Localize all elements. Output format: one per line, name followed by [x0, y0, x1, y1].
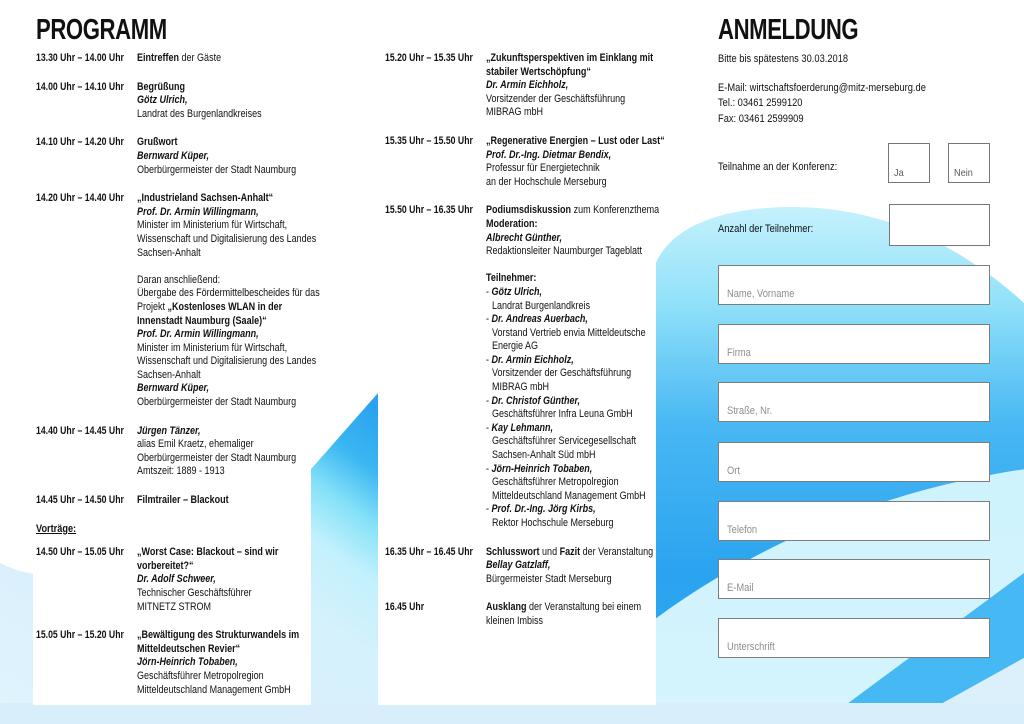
- attendance-label: Teilnahme an der Konferenz:: [718, 161, 838, 173]
- entry-line: Übergabe des Fördermittelbescheides für das: [137, 287, 320, 300]
- entry-description: [137, 192, 320, 410]
- field-stra-e-nr[interactable]: [718, 382, 990, 422]
- entry-line: vorbereitet?“: [137, 559, 194, 572]
- entry-line: Technischer Geschäftsführer: [137, 587, 252, 599]
- entry-line: Landrat des Burgenlandkreises: [137, 107, 262, 120]
- field-label: Name, Vorname: [727, 288, 795, 300]
- participant-count-box[interactable]: [889, 204, 990, 246]
- entry-line: Amtszeit: 1889 - 1913: [137, 465, 225, 478]
- entry-line: Innenstadt Naumburg (Saale)“: [137, 314, 267, 327]
- program-entry: [36, 192, 320, 410]
- contact-phone: Tel.: 03461 2599120: [718, 97, 803, 110]
- entry-line: MIBRAG mbH: [491, 381, 549, 394]
- entry-time: 14.45 Uhr – 14.50 Uhr: [36, 494, 124, 507]
- entry-line: Eintreffen der Gäste: [137, 52, 222, 64]
- entry-time: 15.50 Uhr – 16.35 Uhr: [385, 204, 473, 217]
- entry-line: - Götz Ulrich,: [486, 285, 543, 298]
- entry-line: „Industrieland Sachsen-Anhalt“: [137, 192, 274, 205]
- entry-line: Rektor Hochschule Merseburg: [491, 517, 614, 529]
- entry-time: 14.00 Uhr – 14.10 Uhr: [36, 80, 124, 93]
- entry-line: - Dr. Christof Günther,: [486, 394, 581, 407]
- entry-time: 15.20 Uhr – 15.35 Uhr: [385, 52, 473, 64]
- program-title: PROGRAMM: [36, 14, 167, 46]
- entry-time: 14.20 Uhr – 14.40 Uhr: [36, 192, 124, 205]
- field-name-vorname[interactable]: [718, 265, 990, 305]
- entry-line: Prof. Dr.-Ing. Dietmar Bendix,: [486, 148, 612, 161]
- program-panel-middle: [378, 0, 665, 705]
- program-entry: [36, 546, 311, 614]
- registration-title: ANMELDUNG: [718, 14, 859, 46]
- entry-line: Teilnehmer:: [486, 272, 537, 285]
- entry-line: Geschäftsführer Metropolregion: [491, 476, 619, 489]
- program-panel-left: [33, 0, 320, 705]
- entry-line: Jörn-Heinrich Tobaben,: [137, 656, 238, 669]
- field-label: Firma: [727, 347, 751, 359]
- entry-line: Bernward Küper,: [137, 149, 210, 162]
- entry-time: 16.35 Uhr – 16.45 Uhr: [385, 545, 473, 558]
- checkbox-ja[interactable]: [888, 143, 930, 183]
- field-ort[interactable]: [718, 442, 990, 482]
- registration-deadline: Bitte bis spätestens 30.03.2018: [718, 53, 849, 65]
- registration-panel: [656, 0, 1024, 724]
- field-label: E-Mail: [727, 582, 754, 594]
- program-entry: [36, 81, 311, 122]
- entry-line: Minister im Ministerium für Wirtschaft,: [137, 341, 288, 354]
- entry-line: - Kay Lehmann,: [486, 421, 554, 434]
- entry-time: 16.45 Uhr: [385, 601, 425, 614]
- entry-line: Dr. Armin Eichholz,: [486, 79, 569, 92]
- entry-line: Prof. Dr. Armin Willingmann,: [137, 205, 259, 218]
- field-label: Unterschrift: [727, 641, 775, 653]
- entry-description: [137, 546, 311, 614]
- entry-line: Oberbürgermeister der Stadt Naumburg: [137, 163, 297, 176]
- entry-description: [137, 629, 311, 697]
- checkbox-label: Ja: [894, 168, 904, 179]
- entry-line: Daran anschließend:: [137, 273, 221, 286]
- checkbox-label: Nein: [954, 168, 973, 179]
- entry-description: [137, 425, 311, 479]
- entry-line: „Zukunftsperspektiven im Einklang mit: [486, 52, 654, 64]
- entry-description: [486, 546, 656, 587]
- contact-email: E-Mail: wirtschaftsfoerderung@mitz-merseburg.de: [718, 82, 926, 94]
- entry-line: Geschäftsführer Metropolregion: [137, 669, 264, 682]
- entry-line: Sachsen-Anhalt: [137, 246, 201, 259]
- entry-time: 15.05 Uhr – 15.20 Uhr: [36, 629, 124, 642]
- program-entry: [36, 629, 311, 697]
- entry-line: Vorsitzender der Geschäftsführung: [486, 92, 626, 105]
- entry-line: - Dr. Armin Eichholz,: [486, 353, 574, 366]
- entry-line: Begrüßung: [137, 80, 186, 93]
- section-heading: Vorträge:: [36, 522, 77, 535]
- entry-line: Schlusswort und Fazit der Veranstaltung: [486, 545, 654, 558]
- program-entry: [36, 136, 311, 177]
- entry-line: Geschäftsführer Servicegesellschaft: [491, 435, 637, 448]
- entry-line: Sachsen-Anhalt Süd mbH: [491, 449, 596, 462]
- program-entry: [385, 601, 656, 628]
- entry-description: [486, 52, 656, 120]
- entry-line: Redaktionsleiter Naumburger Tageblatt: [486, 245, 643, 258]
- program-entry: [385, 546, 656, 587]
- entry-line: „Worst Case: Blackout – sind wir: [137, 546, 279, 559]
- entry-line: Oberbürgermeister der Stadt Naumburg: [137, 451, 297, 464]
- entry-line: Geschäftsführer Infra Leuna GmbH: [491, 408, 633, 421]
- entry-time: 14.40 Uhr – 14.45 Uhr: [36, 424, 124, 437]
- entry-line: kleinen Imbiss: [486, 614, 544, 627]
- contact-fax: Fax: 03461 2599909: [718, 112, 804, 125]
- entry-line: alias Emil Kraetz, ehemaliger: [137, 438, 254, 451]
- entry-line: Projekt „Kostenloses WLAN in der: [137, 300, 283, 313]
- field-firma[interactable]: [718, 324, 990, 364]
- program-entry: [36, 494, 311, 508]
- entry-line: Götz Ulrich,: [137, 94, 188, 107]
- entry-line: - Prof. Dr.-Ing. Jörg Kirbs,: [486, 503, 596, 516]
- entry-line: Vorsitzender der Geschäftsführung: [491, 367, 632, 380]
- entry-description: [486, 134, 665, 189]
- entry-line: Moderation:: [486, 217, 538, 230]
- entry-line: MIBRAG mbH: [486, 106, 544, 119]
- entry-line: stabiler Wertschöpfung“: [486, 65, 591, 78]
- entry-line: Oberbürgermeister der Stadt Naumburg: [137, 396, 297, 409]
- entry-line: Podiumsdiskussion zum Konferenzthema: [486, 204, 660, 217]
- program-column-1: [36, 52, 320, 697]
- entry-line: Dr. Adolf Schweer,: [137, 573, 216, 586]
- entry-line: Bernward Küper,: [137, 382, 210, 395]
- entry-time: 15.35 Uhr – 15.50 Uhr: [385, 134, 473, 147]
- entry-line: - Dr. Andreas Auerbach,: [486, 313, 588, 326]
- entry-description: [137, 494, 311, 508]
- entry-line: Filmtrailer – Blackout: [137, 494, 229, 507]
- entry-line: Mitteldeutschen Revier“: [137, 642, 241, 655]
- field-unterschrift[interactable]: [718, 618, 990, 658]
- participant-count-label: Anzahl der Teilnehmer:: [718, 223, 814, 235]
- entry-line: Grußwort: [137, 136, 178, 149]
- field-e-mail[interactable]: [718, 559, 990, 599]
- entry-line: Energie AG: [491, 340, 539, 353]
- entry-description: [137, 52, 311, 66]
- entry-line: Albrecht Günther,: [486, 231, 563, 244]
- field-label: Telefon: [727, 524, 758, 536]
- program-entry: [36, 52, 311, 66]
- entry-line: Bellay Gatzlaff,: [486, 559, 551, 572]
- entry-line: [486, 259, 631, 273]
- field-telefon[interactable]: [718, 501, 990, 541]
- field-label: Straße, Nr.: [727, 405, 773, 417]
- entry-line: MITNETZ STROM: [137, 600, 212, 613]
- entry-description: [137, 81, 311, 122]
- entry-line: Prof. Dr. Armin Willingmann,: [137, 328, 259, 341]
- program-column-2: [385, 52, 665, 629]
- entry-line: Ausklang der Veranstaltung bei einem: [486, 601, 642, 614]
- entry-line: an der Hochschule Merseburg: [486, 175, 607, 188]
- entry-line: Mitteldeutschland Management GmbH: [491, 489, 646, 502]
- entry-time: 13.30 Uhr – 14.00 Uhr: [36, 52, 124, 64]
- program-entry: [385, 52, 656, 120]
- entry-line: Wissenschaft und Digitalisierung des Landes: [137, 355, 317, 368]
- entry-description: [486, 601, 656, 628]
- program-entry: [385, 134, 665, 189]
- entry-time: 14.50 Uhr – 15.05 Uhr: [36, 546, 124, 559]
- entry-line: Mitteldeutschland Management GmbH: [137, 683, 291, 696]
- registration-contact: [718, 81, 954, 127]
- entry-line: Vorstand Vertrieb envia Mitteldeutsche: [491, 326, 646, 339]
- entry-line: [137, 260, 285, 274]
- entry-line: Professur für Energietechnik: [486, 162, 600, 175]
- entry-line: „Bewältigung des Strukturwandels im: [137, 629, 300, 642]
- entry-description: [486, 204, 660, 530]
- program-entry: [385, 204, 660, 530]
- program-entry: [36, 425, 311, 479]
- entry-time: 14.10 Uhr – 14.20 Uhr: [36, 136, 124, 149]
- entry-line: Bürgermeister Stadt Merseburg: [486, 572, 612, 585]
- entry-line: „Regenerative Energien – Lust oder Last“: [486, 134, 665, 147]
- entry-line: Minister im Ministerium für Wirtschaft,: [137, 219, 288, 232]
- entry-line: Sachsen-Anhalt: [137, 368, 201, 381]
- checkbox-nein[interactable]: [948, 143, 990, 183]
- field-label: Ort: [727, 465, 740, 477]
- entry-line: Landrat Burgenlandkreis: [491, 299, 591, 312]
- entry-line: Wissenschaft und Digitalisierung des Landes: [137, 232, 317, 245]
- entry-line: Jürgen Tänzer,: [137, 424, 201, 437]
- entry-description: [137, 136, 311, 177]
- entry-line: - Jörn-Heinrich Tobaben,: [486, 462, 593, 475]
